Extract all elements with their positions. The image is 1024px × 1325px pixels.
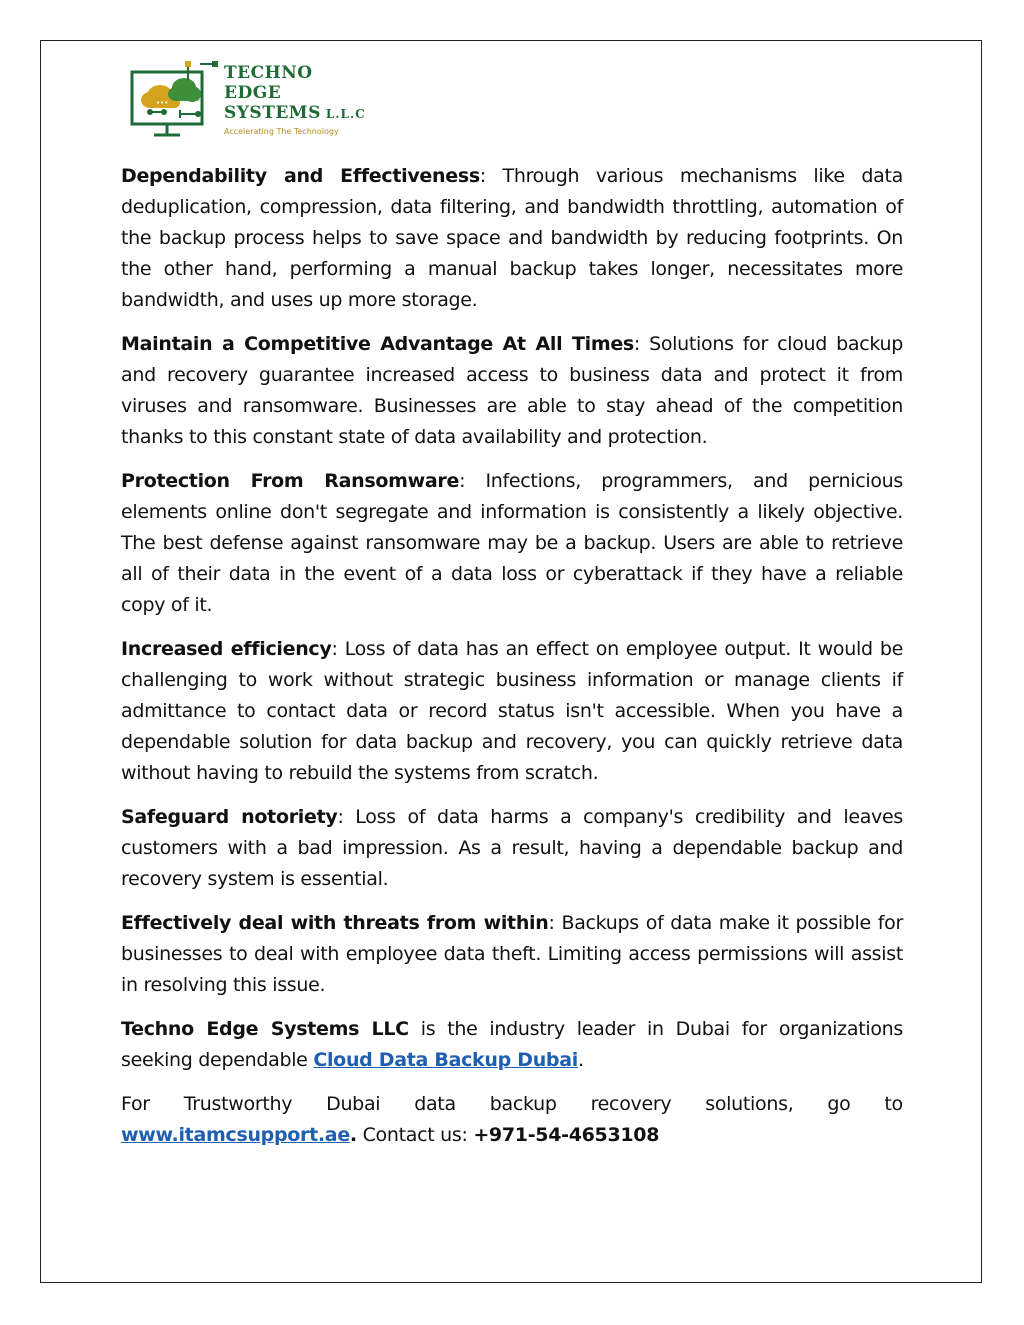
paragraph-text: : Loss of data has an effect on employee output. It would be challenging to work without strategic business information or manage clients if admittance to contact data or record status isn't accessible. When you have a dependable solution for data backup and recovery, you can quickly retrieve data without having to rebuild the systems from scratch.: [121, 638, 903, 784]
paragraph-text: : Backups of data make it possible for businesses to deal with employee data theft. Limiting access permissions will assist in resolving this issue.: [121, 912, 903, 996]
paragraph-heading: Effectively deal with threats from within: [121, 912, 549, 934]
logo-line-edge: EDGE: [224, 83, 282, 103]
contact-word: solutions,: [705, 1093, 794, 1115]
paragraph-efficiency: [121, 634, 903, 789]
contact-word: to: [884, 1093, 903, 1115]
logo-llc: L.L.C: [325, 107, 366, 121]
paragraph-dependability: [121, 161, 903, 316]
paragraph-text: : Through various mechanisms like data deduplication, compression, data filtering, and bandwidth throttling, automation of the backup process helps to save space and bandwidth by reducing footprints. On the other hand, performing a manual backup takes longer, necessitates more bandwidth, and uses up more storage.: [121, 165, 903, 311]
paragraph-text: : Solutions for cloud backup and recovery guarantee increased access to business data and protect it from viruses and ransomware. Businesses are able to stay ahead of the competition thanks to this constant state of data availability and protection.: [121, 333, 903, 448]
paragraph-text: : Infections, programmers, and pernicious elements online don't segregate and information is consistently a likely objective. The best defense against ransomware may be a backup. Users are able to retrieve all of their data in the event of a data loss or cyberattack if they have a reliable copy of it.: [121, 470, 903, 616]
website-dot: .: [349, 1124, 357, 1146]
contact-line-1: [121, 1089, 903, 1120]
paragraph-text: : Loss of data harms a company's credibility and leaves customers with a bad impression. As a result, having a dependable backup and recovery system is essential.: [121, 806, 903, 890]
paragraph-notoriety: [121, 802, 903, 895]
contact-word: Dubai: [326, 1093, 381, 1115]
leader-text: is the industry leader in Dubai for organizations seeking dependable: [121, 1018, 903, 1071]
company-name: Techno Edge Systems LLC: [121, 1018, 409, 1040]
paragraph-heading: Dependability and Effectiveness: [121, 165, 480, 187]
contact-word: go: [827, 1093, 851, 1115]
contact-word: For: [121, 1093, 150, 1115]
svg-text:•••: •••: [156, 99, 169, 107]
logo-line-techno: TECHNO: [224, 63, 313, 83]
paragraph-heading: Increased efficiency: [121, 638, 332, 660]
contact-word: data: [414, 1093, 456, 1115]
contact-word: backup: [489, 1093, 557, 1115]
paragraph-ransomware: [121, 466, 903, 621]
contact-line-2: [121, 1120, 903, 1151]
document-body: [121, 161, 903, 1164]
cloud-backup-link[interactable]: Cloud Data Backup Dubai: [313, 1049, 578, 1071]
paragraph-competitive-advantage: [121, 329, 903, 453]
contact-word: Trustworthy: [183, 1093, 293, 1115]
contact-label: Contact us:: [356, 1124, 474, 1146]
paragraph-contact: [121, 1089, 903, 1151]
company-logo: [130, 60, 390, 142]
cloud-monitor-icon: [130, 60, 222, 142]
paragraph-threats-within: [121, 908, 903, 1001]
paragraph-heading: Safeguard notoriety: [121, 806, 338, 828]
paragraph-heading: Protection From Ransomware: [121, 470, 460, 492]
paragraph-heading: Maintain a Competitive Advantage At All Times: [121, 333, 634, 355]
website-link[interactable]: www.itamcsupport.ae: [121, 1124, 350, 1146]
contact-word: recovery: [590, 1093, 672, 1115]
logo-tagline: Accelerating The Technology: [224, 127, 339, 136]
paragraph-industry-leader: [121, 1014, 903, 1076]
logo-line-systems: SYSTEMS: [224, 103, 321, 123]
phone-number: +971-54-4653108: [473, 1124, 660, 1146]
leader-end: .: [577, 1049, 584, 1071]
